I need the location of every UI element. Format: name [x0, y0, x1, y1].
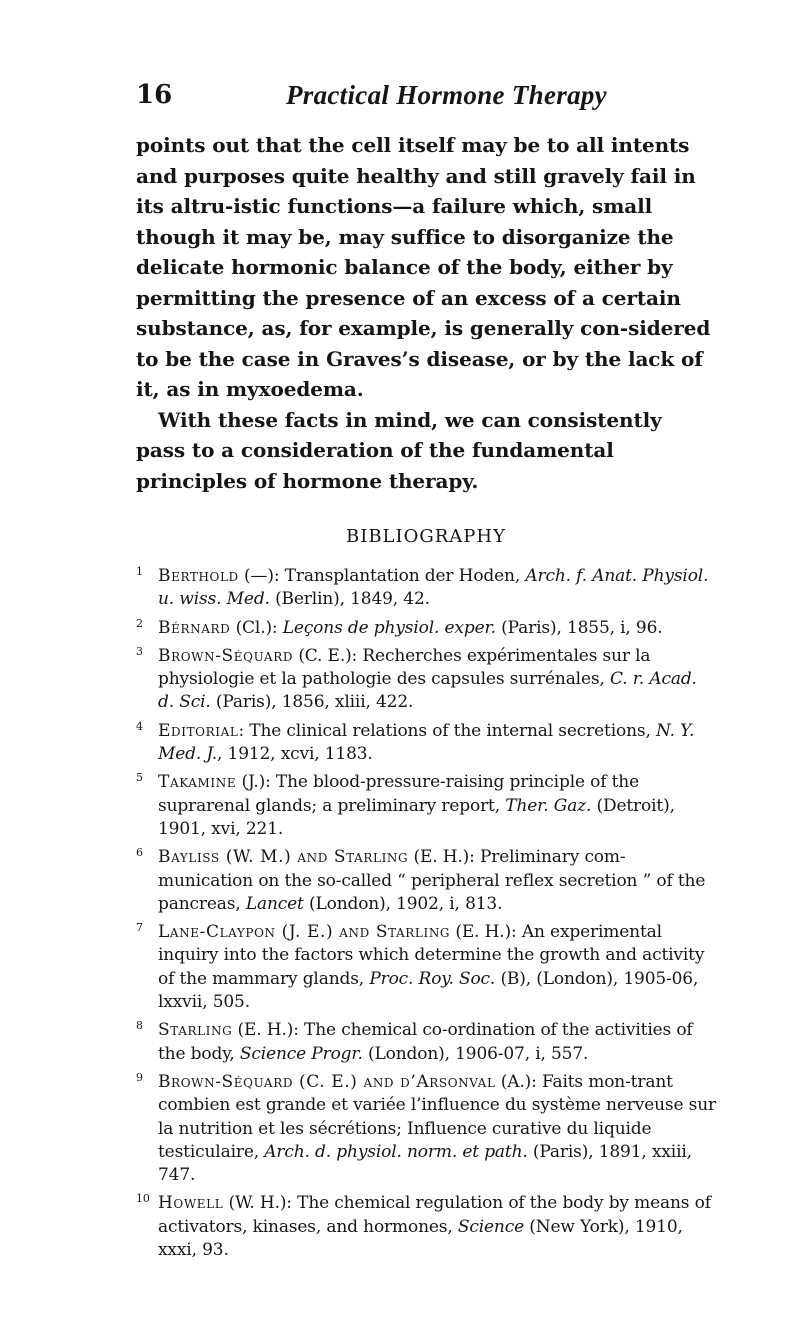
reference-details: , 1912, xcvi, 1183. [217, 744, 373, 765]
reference-item [136, 1066, 718, 1187]
reference-number: 8 [136, 1019, 143, 1033]
reference-number: 9 [136, 1070, 143, 1084]
reference-author: Bérnard [158, 617, 231, 638]
reference-author: Starling [158, 1020, 233, 1041]
reference-author: Howell [158, 1193, 224, 1214]
body-text [136, 130, 716, 496]
reference-text: (E. H.): The chemical co-ordination of the activities of the body, [158, 1020, 693, 1064]
reference-number: 1 [136, 565, 143, 578]
paragraph: points out that the cell itself may be to all intents and purposes quite healthy and still gravely fail in its altru-istic functions—a failure which, small though it may be, may suffice to disorganize the delicate hormonic balance of the body, either by permitting the presence of an excess of a certain substance, as, for example, is generally con-sidered to be the case in Graves’s disease, or by the lack of it, as in myxoedema. [136, 133, 711, 401]
reference-number: 7 [136, 921, 143, 935]
reference-text: (Cl.): [230, 617, 283, 638]
reference-author: Editorial [158, 720, 239, 741]
page-number: 16 [136, 80, 173, 110]
reference-author: Bayliss (W. M.) and Starling [158, 847, 409, 868]
book-title: Practical Hormone Therapy [286, 80, 607, 110]
reference-number: 6 [136, 846, 143, 860]
reference-text: (E. H.): Preliminary com-munication on the so-called “ peripheral reflex secretion ” of the pancreas, [158, 847, 706, 914]
reference-details: (Paris), 1855, i, 96. [495, 617, 663, 638]
reference-text: (A.): Faits mon-trant combien est grande et variée l’influence du système nerveuse sur la nutrition et les sécrétions; Influence curative du liquide testiculaire, [158, 1071, 716, 1162]
reference-text: (—): Transplantation der Hoden, [238, 566, 526, 586]
reference-details: (New York), 1910, xxxi, 93. [158, 1216, 683, 1261]
reference-item [136, 1187, 718, 1262]
reference-journal: Science [457, 1216, 525, 1237]
reference-author: Berthold [158, 566, 239, 586]
reference-details: (Detroit), 1901, xvi, 221. [158, 795, 675, 839]
reference-item [136, 1014, 718, 1066]
reference-text: (W. H.): The chemical regulation of the body by means of activators, kinases, and hormones, [158, 1193, 711, 1237]
reference-text: : The clinical relations of the internal secretions, [238, 720, 656, 741]
reference-journal: Arch. f. Anat. Physiol. u. wiss. Med. [158, 566, 709, 610]
reference-number: 10 [136, 1192, 150, 1206]
reference-item [136, 715, 718, 767]
reference-text: (C. E.): Recherches expérimentales sur la physiologie et la pathologie des capsules surrénales, [158, 645, 651, 690]
reference-journal: C. r. Acad. d. Sci. [158, 669, 697, 713]
reference-author: Takamine [158, 772, 237, 793]
reference-journal: Proc. Roy. Soc. [369, 968, 496, 989]
reference-details: (B), (London), 1905-06, lxxvii, 505. [158, 968, 699, 1013]
bibliography-heading: BIBLIOGRAPHY [345, 526, 506, 547]
reference-journal: Lancet [245, 893, 304, 914]
reference-journal: Science Progr. [239, 1043, 363, 1064]
reference-item [136, 640, 718, 715]
reference-author: Brown-Séquard [158, 645, 294, 666]
reference-details: (Paris), 1856, xliii, 422. [210, 692, 414, 713]
reference-number: 3 [136, 644, 143, 658]
reference-item [136, 612, 718, 640]
reference-details: (Berlin), 1849, 42. [269, 589, 430, 610]
reference-journal: N. Y. Med. J. [158, 720, 695, 765]
paragraph: With these facts in mind, we can consistently pass to a consideration of the fundamental principles of hormone therapy. [136, 407, 662, 493]
reference-details: (London), 1902, i, 813. [303, 893, 503, 914]
reference-number: 2 [136, 616, 143, 630]
reference-item [136, 916, 718, 1014]
reference-item [136, 766, 718, 841]
reference-author: Lane-Claypon (J. E.) and Starling [158, 922, 451, 943]
reference-text: (E. H.): An experimental inquiry into the factors which determine the growth and activity of the mammary glands, [158, 922, 705, 989]
reference-number: 5 [136, 771, 143, 785]
bibliography-list [136, 560, 718, 1262]
reference-author: Brown-Séquard (C. E.) and d’Arsonval [158, 1071, 496, 1092]
reference-journal: Ther. Gaz. [505, 795, 592, 816]
reference-journal: Arch. d. physiol. norm. et path. [264, 1141, 528, 1162]
running-head [136, 80, 716, 120]
reference-number: 4 [136, 719, 143, 733]
reference-details: (Paris), 1891, xxiii, 747. [158, 1141, 692, 1186]
reference-item [136, 560, 718, 612]
reference-details: (London), 1906-07, i, 557. [362, 1043, 589, 1064]
reference-text: (J.): The blood-pressure-raising principle of the suprarenal glands; a preliminary report, [158, 772, 640, 816]
reference-item [136, 841, 718, 916]
reference-journal: Leçons de physiol. exper. [282, 617, 496, 638]
